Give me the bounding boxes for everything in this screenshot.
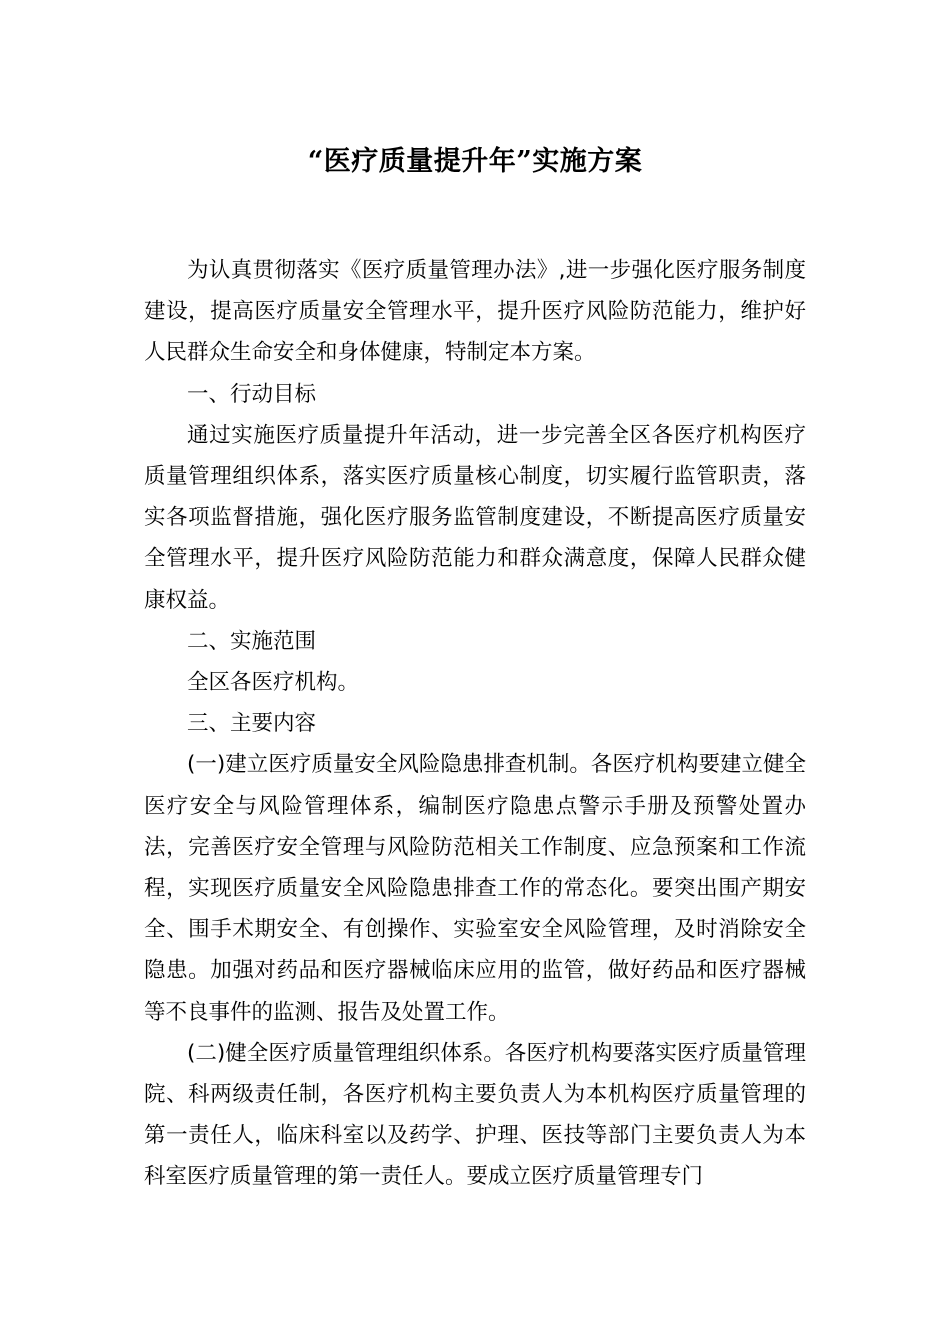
- document-body: [144, 250, 806, 1198]
- heading-action-goals: 一、行动目标: [187, 381, 317, 407]
- paragraph-scope: 全区各医疗机构。: [187, 670, 360, 696]
- paragraph-content-1: (一)建立医疗质量安全风险隐患排查机制。各医疗机构要建立健全医疗安全与风险管理体系，编制医疗隐患点警示手册及预警处置办法，完善医疗安全管理与风险防范相关工作制度、应急预案和工作流程，实现医疗质量安全风险隐患排查工作的常态化。要突出围产期安全、围手术期安全、有创操作、实验室安全风险管理，及时消除安全隐患。加强对药品和医疗器械临床应用的监管，做好药品和医疗器械等不良事件的监测、报告及处置工作。: [144, 752, 806, 1025]
- paragraph-action-goals: 通过实施医疗质量提升年活动，进一步完善全区各医疗机构医疗质量管理组织体系，落实医疗质量核心制度，切实履行监管职责，落实各项监督措施，强化医疗服务监管制度建设，不断提高医疗质量安全管理水平，提升医疗风险防范能力和群众满意度，保障人民群众健康权益。: [144, 422, 806, 613]
- paragraph-intro: 为认真贯彻落实《医疗质量管理办法》,进一步强化医疗服务制度建设，提高医疗质量安全管理水平，提升医疗风险防范能力，维护好人民群众生命安全和身体健康，特制定本方案。: [144, 258, 806, 366]
- heading-scope: 二、实施范围: [187, 628, 317, 654]
- paragraph-content-2: (二)健全医疗质量管理组织体系。各医疗机构要落实医疗质量管理院、科两级责任制，各医疗机构主要负责人为本机构医疗质量管理的第一责任人，临床科室以及药学、护理、医技等部门主要负责人为本科室医疗质量管理的第一责任人。要成立医疗质量管理专门: [144, 1040, 806, 1190]
- document-title: “医疗质量提升年”实施方案: [307, 146, 643, 177]
- heading-main-content: 三、主要内容: [187, 711, 317, 737]
